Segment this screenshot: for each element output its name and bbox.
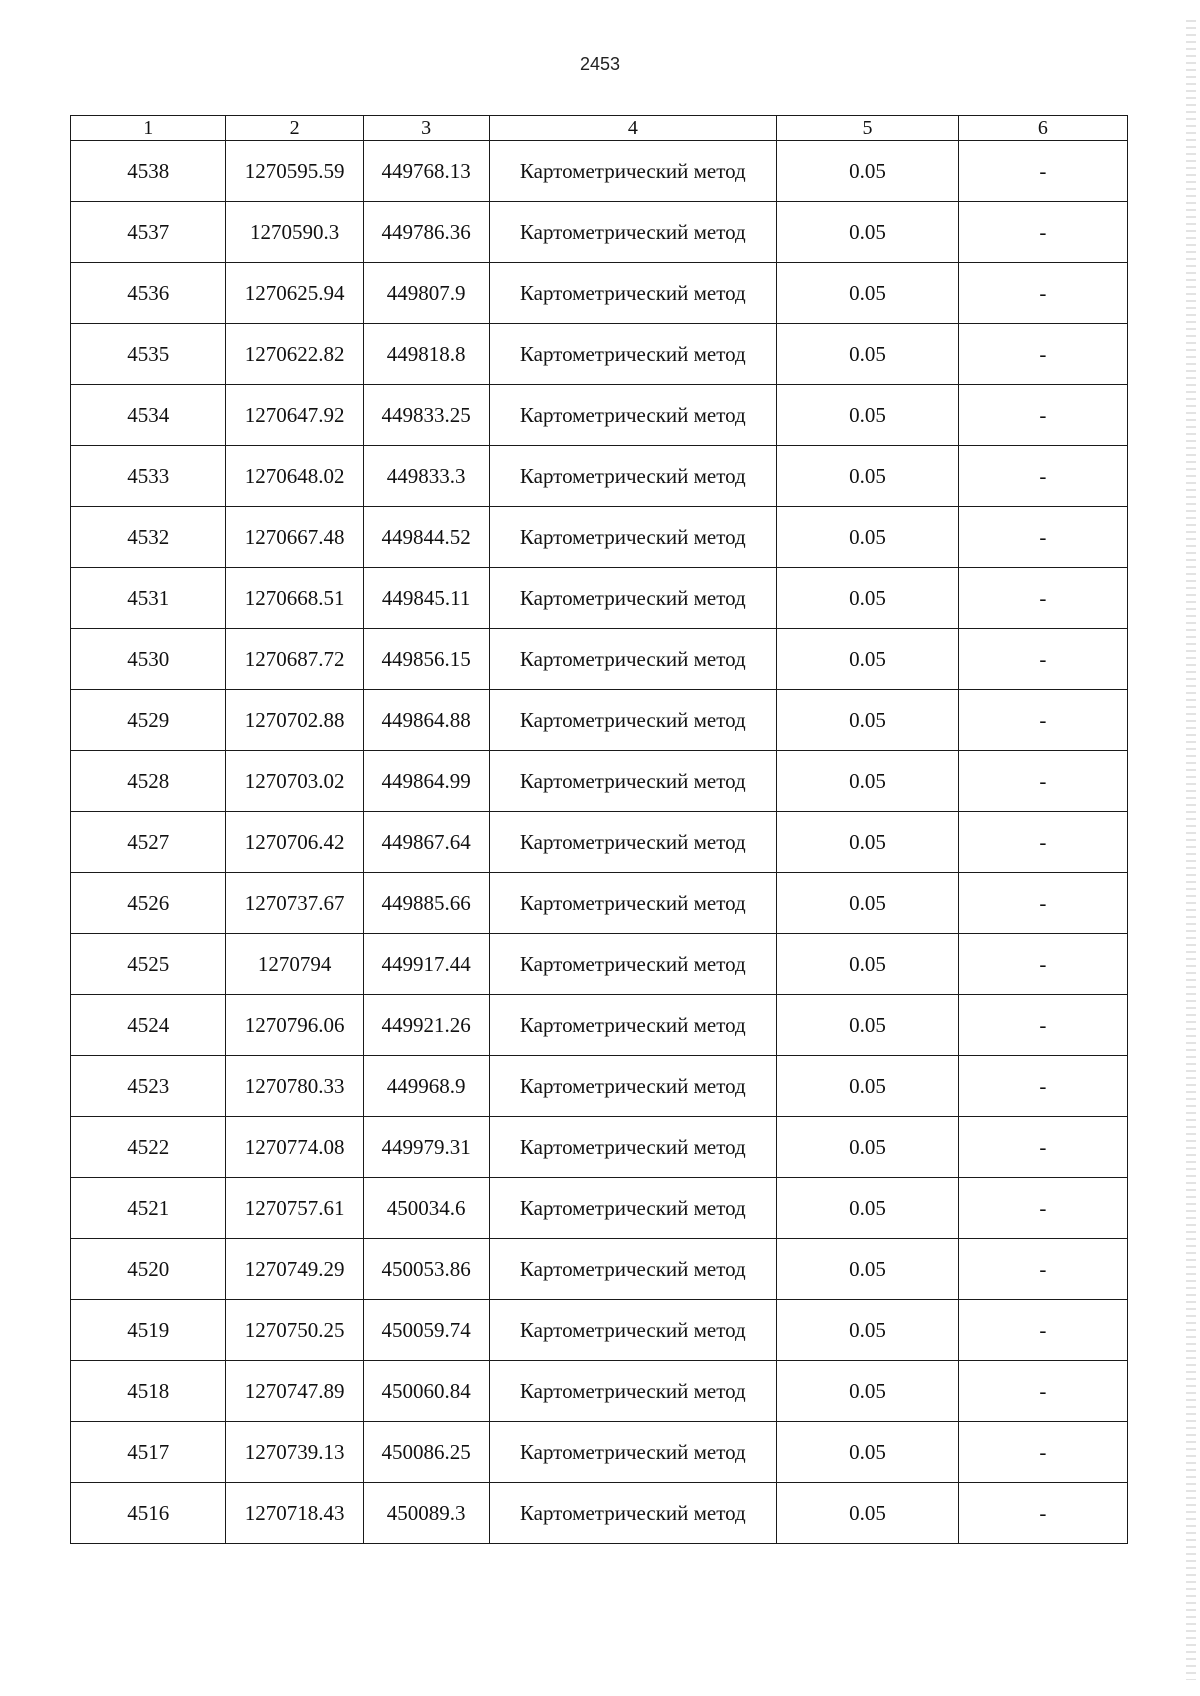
- method-cell: Картометрический метод: [489, 1300, 777, 1361]
- accuracy-cell: 0.05: [777, 141, 959, 202]
- point-number-cell: 4516: [71, 1483, 226, 1544]
- accuracy-cell: 0.05: [777, 1300, 959, 1361]
- accuracy-cell: 0.05: [777, 751, 959, 812]
- accuracy-cell: 0.05: [777, 507, 959, 568]
- y-coordinate-cell: 449818.8: [363, 324, 489, 385]
- accuracy-cell: 0.05: [777, 1117, 959, 1178]
- table-row: [71, 1300, 1128, 1361]
- column-header: 3: [363, 116, 489, 141]
- accuracy-cell: 0.05: [777, 873, 959, 934]
- x-coordinate-cell: 1270687.72: [226, 629, 363, 690]
- x-coordinate-cell: 1270718.43: [226, 1483, 363, 1544]
- x-coordinate-cell: 1270774.08: [226, 1117, 363, 1178]
- note-cell: -: [958, 1117, 1127, 1178]
- y-coordinate-cell: 449833.3: [363, 446, 489, 507]
- accuracy-cell: 0.05: [777, 263, 959, 324]
- method-cell: Картометрический метод: [489, 446, 777, 507]
- note-cell: -: [958, 873, 1127, 934]
- table-row: [71, 1422, 1128, 1483]
- y-coordinate-cell: 450060.84: [363, 1361, 489, 1422]
- table-row: [71, 1483, 1128, 1544]
- note-cell: -: [958, 1178, 1127, 1239]
- accuracy-cell: 0.05: [777, 812, 959, 873]
- accuracy-cell: 0.05: [777, 934, 959, 995]
- point-number-cell: 4517: [71, 1422, 226, 1483]
- table-row: [71, 873, 1128, 934]
- accuracy-cell: 0.05: [777, 1483, 959, 1544]
- x-coordinate-cell: 1270622.82: [226, 324, 363, 385]
- table-row: [71, 934, 1128, 995]
- note-cell: -: [958, 751, 1127, 812]
- x-coordinate-cell: 1270668.51: [226, 568, 363, 629]
- x-coordinate-cell: 1270590.3: [226, 202, 363, 263]
- point-number-cell: 4518: [71, 1361, 226, 1422]
- note-cell: -: [958, 568, 1127, 629]
- accuracy-cell: 0.05: [777, 385, 959, 446]
- x-coordinate-cell: 1270647.92: [226, 385, 363, 446]
- y-coordinate-cell: 450053.86: [363, 1239, 489, 1300]
- y-coordinate-cell: 449768.13: [363, 141, 489, 202]
- table-row: [71, 141, 1128, 202]
- accuracy-cell: 0.05: [777, 1056, 959, 1117]
- table-row: [71, 1361, 1128, 1422]
- x-coordinate-cell: 1270595.59: [226, 141, 363, 202]
- point-number-cell: 4523: [71, 1056, 226, 1117]
- method-cell: Картометрический метод: [489, 751, 777, 812]
- y-coordinate-cell: 449867.64: [363, 812, 489, 873]
- note-cell: -: [958, 385, 1127, 446]
- point-number-cell: 4536: [71, 263, 226, 324]
- accuracy-cell: 0.05: [777, 1361, 959, 1422]
- page-number: 2453: [579, 54, 621, 74]
- accuracy-cell: 0.05: [777, 690, 959, 751]
- note-cell: -: [958, 1056, 1127, 1117]
- y-coordinate-cell: 449864.88: [363, 690, 489, 751]
- point-number-cell: 4524: [71, 995, 226, 1056]
- table-row: [71, 446, 1128, 507]
- y-coordinate-cell: 449786.36: [363, 202, 489, 263]
- y-coordinate-cell: 449979.31: [363, 1117, 489, 1178]
- table-row: [71, 1117, 1128, 1178]
- point-number-cell: 4521: [71, 1178, 226, 1239]
- x-coordinate-cell: 1270739.13: [226, 1422, 363, 1483]
- accuracy-cell: 0.05: [777, 1422, 959, 1483]
- note-cell: -: [958, 446, 1127, 507]
- point-number-cell: 4528: [71, 751, 226, 812]
- table-row: [71, 1178, 1128, 1239]
- point-number-cell: 4533: [71, 446, 226, 507]
- note-cell: -: [958, 1422, 1127, 1483]
- note-cell: -: [958, 690, 1127, 751]
- method-cell: Картометрический метод: [489, 507, 777, 568]
- point-number-cell: 4519: [71, 1300, 226, 1361]
- table-row: [71, 202, 1128, 263]
- table-body: [71, 141, 1128, 1544]
- method-cell: Картометрический метод: [489, 568, 777, 629]
- note-cell: -: [958, 1361, 1127, 1422]
- table-row: [71, 385, 1128, 446]
- note-cell: -: [958, 1239, 1127, 1300]
- table-row: [71, 751, 1128, 812]
- x-coordinate-cell: 1270667.48: [226, 507, 363, 568]
- y-coordinate-cell: 449844.52: [363, 507, 489, 568]
- y-coordinate-cell: 450059.74: [363, 1300, 489, 1361]
- y-coordinate-cell: 449968.9: [363, 1056, 489, 1117]
- point-number-cell: 4522: [71, 1117, 226, 1178]
- note-cell: -: [958, 812, 1127, 873]
- column-header: 5: [777, 116, 959, 141]
- method-cell: Картометрический метод: [489, 1361, 777, 1422]
- x-coordinate-cell: 1270757.61: [226, 1178, 363, 1239]
- y-coordinate-cell: 450086.25: [363, 1422, 489, 1483]
- y-coordinate-cell: 449845.11: [363, 568, 489, 629]
- note-cell: -: [958, 141, 1127, 202]
- table-row: [71, 324, 1128, 385]
- y-coordinate-cell: 450089.3: [363, 1483, 489, 1544]
- method-cell: Картометрический метод: [489, 1178, 777, 1239]
- method-cell: Картометрический метод: [489, 1422, 777, 1483]
- column-header: 1: [71, 116, 226, 141]
- note-cell: -: [958, 934, 1127, 995]
- x-coordinate-cell: 1270625.94: [226, 263, 363, 324]
- note-cell: -: [958, 324, 1127, 385]
- note-cell: -: [958, 263, 1127, 324]
- point-number-cell: 4527: [71, 812, 226, 873]
- x-coordinate-cell: 1270750.25: [226, 1300, 363, 1361]
- accuracy-cell: 0.05: [777, 629, 959, 690]
- x-coordinate-cell: 1270796.06: [226, 995, 363, 1056]
- table-row: [71, 1239, 1128, 1300]
- point-number-cell: 4535: [71, 324, 226, 385]
- table-header-row: [71, 116, 1128, 141]
- accuracy-cell: 0.05: [777, 568, 959, 629]
- point-number-cell: 4525: [71, 934, 226, 995]
- x-coordinate-cell: 1270737.67: [226, 873, 363, 934]
- note-cell: -: [958, 629, 1127, 690]
- column-header: 2: [226, 116, 363, 141]
- accuracy-cell: 0.05: [777, 324, 959, 385]
- method-cell: Картометрический метод: [489, 202, 777, 263]
- x-coordinate-cell: 1270702.88: [226, 690, 363, 751]
- y-coordinate-cell: 449864.99: [363, 751, 489, 812]
- note-cell: -: [958, 995, 1127, 1056]
- accuracy-cell: 0.05: [777, 1239, 959, 1300]
- accuracy-cell: 0.05: [777, 446, 959, 507]
- x-coordinate-cell: 1270749.29: [226, 1239, 363, 1300]
- table-row: [71, 1056, 1128, 1117]
- x-coordinate-cell: 1270703.02: [226, 751, 363, 812]
- x-coordinate-cell: 1270648.02: [226, 446, 363, 507]
- point-number-cell: 4520: [71, 1239, 226, 1300]
- table-row: [71, 690, 1128, 751]
- table-row: [71, 568, 1128, 629]
- y-coordinate-cell: 449807.9: [363, 263, 489, 324]
- table-row: [71, 812, 1128, 873]
- method-cell: Картометрический метод: [489, 263, 777, 324]
- scan-edge-artifact: [1186, 20, 1196, 1680]
- column-header: 6: [958, 116, 1127, 141]
- method-cell: Картометрический метод: [489, 141, 777, 202]
- method-cell: Картометрический метод: [489, 1239, 777, 1300]
- y-coordinate-cell: 450034.6: [363, 1178, 489, 1239]
- table-row: [71, 995, 1128, 1056]
- y-coordinate-cell: 449917.44: [363, 934, 489, 995]
- table-row: [71, 629, 1128, 690]
- method-cell: Картометрический метод: [489, 934, 777, 995]
- point-number-cell: 4534: [71, 385, 226, 446]
- x-coordinate-cell: 1270780.33: [226, 1056, 363, 1117]
- method-cell: Картометрический метод: [489, 812, 777, 873]
- x-coordinate-cell: 1270747.89: [226, 1361, 363, 1422]
- note-cell: -: [958, 202, 1127, 263]
- y-coordinate-cell: 449856.15: [363, 629, 489, 690]
- method-cell: Картометрический метод: [489, 629, 777, 690]
- note-cell: -: [958, 507, 1127, 568]
- method-cell: Картометрический метод: [489, 385, 777, 446]
- note-cell: -: [958, 1300, 1127, 1361]
- method-cell: Картометрический метод: [489, 1056, 777, 1117]
- accuracy-cell: 0.05: [777, 1178, 959, 1239]
- accuracy-cell: 0.05: [777, 995, 959, 1056]
- x-coordinate-cell: 1270794: [226, 934, 363, 995]
- method-cell: Картометрический метод: [489, 873, 777, 934]
- x-coordinate-cell: 1270706.42: [226, 812, 363, 873]
- method-cell: Картометрический метод: [489, 690, 777, 751]
- y-coordinate-cell: 449885.66: [363, 873, 489, 934]
- method-cell: Картометрический метод: [489, 324, 777, 385]
- point-number-cell: 4537: [71, 202, 226, 263]
- method-cell: Картометрический метод: [489, 1117, 777, 1178]
- point-number-cell: 4538: [71, 141, 226, 202]
- column-header: 4: [489, 116, 777, 141]
- point-number-cell: 4532: [71, 507, 226, 568]
- note-cell: -: [958, 1483, 1127, 1544]
- method-cell: Картометрический метод: [489, 1483, 777, 1544]
- table-row: [71, 507, 1128, 568]
- point-number-cell: 4526: [71, 873, 226, 934]
- point-number-cell: 4531: [71, 568, 226, 629]
- point-number-cell: 4530: [71, 629, 226, 690]
- coordinates-table: [70, 115, 1128, 1544]
- y-coordinate-cell: 449833.25: [363, 385, 489, 446]
- accuracy-cell: 0.05: [777, 202, 959, 263]
- y-coordinate-cell: 449921.26: [363, 995, 489, 1056]
- point-number-cell: 4529: [71, 690, 226, 751]
- table-row: [71, 263, 1128, 324]
- method-cell: Картометрический метод: [489, 995, 777, 1056]
